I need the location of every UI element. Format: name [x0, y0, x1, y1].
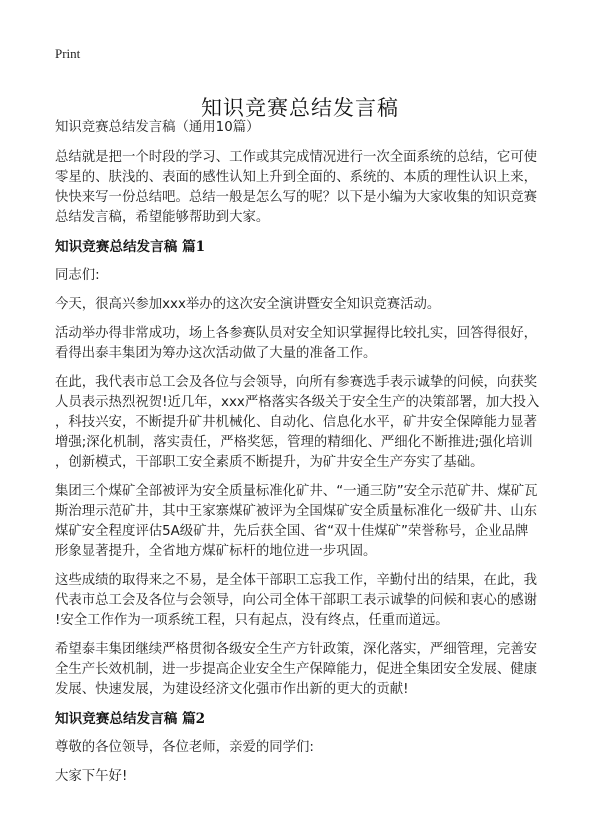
document-title: 知识竞赛总结发言稿: [201, 96, 399, 121]
paragraph: [55, 266, 555, 286]
section-2: [55, 709, 555, 787]
section-heading: 知识竞赛总结发言稿 篇2: [55, 711, 206, 727]
text-line: 总结就是把一个时段的学习、工作或其完成情况进行一次全面系统的总结，它可使: [55, 150, 538, 165]
text-line: 希望泰丰集团继续严格贯彻各级安全生产方针政策，深化落实，严细管理，完善安: [55, 642, 538, 657]
text-line: 代表市总工会及各位与会领导，向公司全体干部职工表示诚挚的问候和衷心的感谢: [55, 593, 538, 608]
paragraph: [55, 373, 555, 473]
text-line: 人员表示热烈祝贺!近几年，xxx严格落实各级关于安全生产的决策部署，加大投入: [55, 395, 540, 410]
paragraph: [55, 767, 555, 787]
intro-paragraph: [55, 148, 555, 228]
text-line: 在此，我代表市总工会及各位与会领导，向所有参赛选手表示诚挚的问候，向获奖: [55, 375, 538, 390]
text-line: 尊敬的各位领导，各位老师，亲爱的同学们:: [55, 740, 314, 755]
text-line: 快快来写一份总结吧。总结一般是怎么写的呢？以下是小编为大家收集的知识竞赛: [55, 190, 538, 205]
section-heading: 知识竞赛总结发言稿 篇1: [55, 239, 206, 255]
paragraph: [55, 324, 555, 364]
text-line: 全生产长效机制，进一步提高企业安全生产保障能力，促进全集团安全发展、健康: [55, 662, 538, 677]
text-line: 零星的、肤浅的、表面的感性认知上升到全面的、系统的、本质的理性认识上来，: [55, 170, 538, 185]
text-line: 集团三个煤矿全部被评为安全质量标准化矿井、“一通三防”安全示范矿井、煤矿瓦: [55, 484, 538, 499]
paragraph: [55, 640, 555, 700]
text-line: !安全工作作为一项系统工程，只有起点，没有终点，任重而道远。: [55, 613, 449, 628]
text-line: 增强;深化机制，落实责任，严格奖惩，管理的精细化、严细化不断推进;强化培训: [55, 435, 533, 450]
paragraph: [55, 482, 555, 562]
text-line: 大家下午好!: [55, 769, 128, 784]
text-line: ，创新模式，干部职工安全素质不断提升，为矿井安全生产夯实了基础。: [55, 455, 484, 470]
text-line: 总结发言稿，希望能够帮助到大家。: [55, 210, 270, 225]
text-line: 煤矿安全程度评估5A级矿井，先后获全国、省“双十佳煤矿”荣誉称号，企业品牌: [55, 524, 529, 539]
text-line: 知识竞赛总结发言稿（通用10篇）: [55, 120, 260, 135]
text-line: 斯治理示范矿井，其中王家寨煤矿被评为全国煤矿安全质量标准化一级矿井、山东: [55, 504, 538, 519]
paragraph: [55, 738, 555, 758]
document-body: [55, 118, 555, 796]
text-line: ，科技兴安，不断提升矿井机械化、自动化、信息化水平，矿井安全保障能力显著: [55, 415, 538, 430]
paragraph: [55, 571, 555, 631]
text-line: 看得出泰丰集团为筹办这次活动做了大量的准备工作。: [55, 346, 377, 361]
text-line: 同志们:: [55, 268, 100, 283]
document-subtitle: [55, 118, 555, 138]
text-line: 这些成绩的取得来之不易，是全体干部职工忘我工作，辛勤付出的结果，在此，我: [55, 573, 538, 588]
text-line: 今天，很高兴参加xxx举办的这次安全演讲暨安全知识竞赛活动。: [55, 297, 441, 312]
paragraph: [55, 295, 555, 315]
section-1: [55, 237, 555, 700]
text-line: 发展、快速发展，为建设经济文化强市作出新的更大的贡献!: [55, 682, 409, 697]
text-line: 活动举办得非常成功，场上各参赛队员对安全知识掌握得比较扎实，回答得很好，: [55, 326, 538, 341]
text-line: 形象显著提升，全省地方煤矿标杆的地位进一步巩固。: [55, 544, 377, 559]
print-link[interactable]: Print: [55, 46, 81, 61]
